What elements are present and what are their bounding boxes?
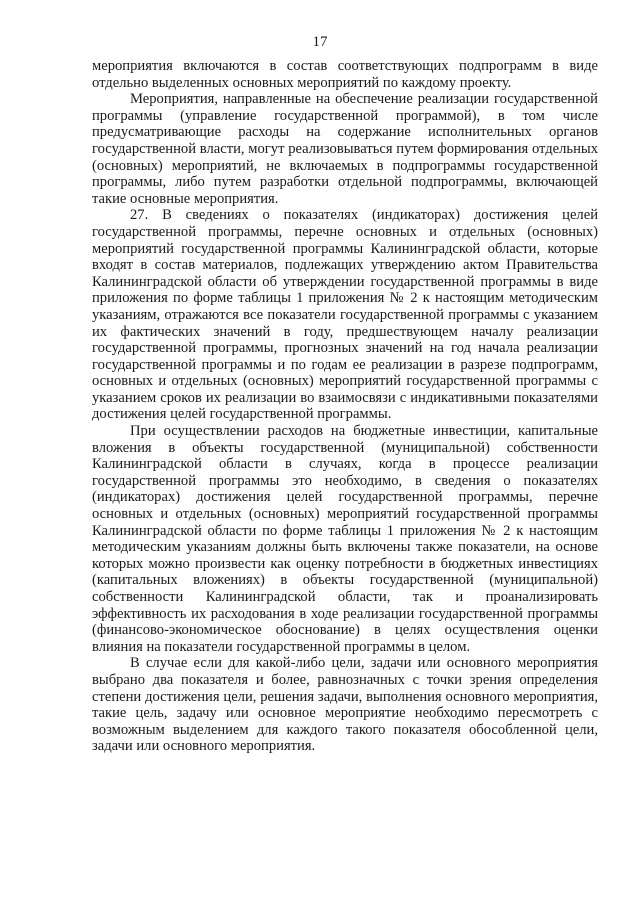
document-body [92,58,598,755]
paragraph-investments: При осуществлении расходов на бюджетные инвестиции, капитальные вложения в объекты государственной (муниципальной) собственности Калининградской области в случаях, когда в процессе реализации государственной программы это необходимо, в сведения о показателях (индикаторах) достижения целей государственной программы, перечне основных и отдельных (основных) мероприятий государственной программы Калининградской области по форме таблицы 1 приложения № 2 к настоящим методическим указаниям должны быть включены также показатели, на основе которых можно произвести как оценку потребности в бюджетных инвестициях (капитальных вложениях) в объекты государственной (муниципальной) собственности Калининградской области, так и проанализировать эффективность их расходования в ходе реализации государственной программы (финансово-экономическое обоснование) в целях осуществления оценки влияния на показатели государственной программы в целом. [92,423,598,655]
paragraph-two-indicators: В случае если для какой-либо цели, задачи или основного мероприятия выбрано два показателя и более, равнозначных с точки зрения определения степени достижения цели, решения задачи, выполнения основного мероприятия, такие цель, задачу или основное мероприятие необходимо пересмотреть с возможным выделением для каждого такого показателя обособленной цели, задачи или основного мероприятия. [92,655,598,755]
page-number: 17 [312,34,328,50]
paragraph-continuation: мероприятия включаются в состав соответствующих подпрограмм в виде отдельно выделенных основных мероприятий по каждому проекту. [92,58,598,91]
paragraph-activities: Мероприятия, направленные на обеспечение реализации государственной программы (управление государственной программой), в том числе предусматривающие расходы на содержание исполнительных органов государственной власти, могут реализовываться путем формирования отдельных (основных) мероприятий, не включаемых в подпрограммы государственной программы, либо путем разработки отдельной подпрограммы, включающей такие основные мероприятия. [92,91,598,207]
paragraph-item-27: 27. В сведениях о показателях (индикаторах) достижения целей государственной программы, перечне основных и отдельных (основных) мероприятий государственной программы Калининградской области, которые входят в состав материалов, подлежащих утверждению актом Правительства Калининградской области об утверждении государственной программы в виде приложения по форме таблицы 1 приложения № 2 к настоящим методическим указаниям, отражаются все показатели государственной программы с указанием их фактических значений в году, предшествующем началу реализации государственной программы, прогнозных значений на год начала реализации государственной программы и по годам ее реализации в разрезе подпрограмм, основных и отдельных (основных) мероприятий государственной программы с указанием сроков их реализации во взаимосвязи с индикативными показателями достижения целей государственной программы. [92,207,598,423]
